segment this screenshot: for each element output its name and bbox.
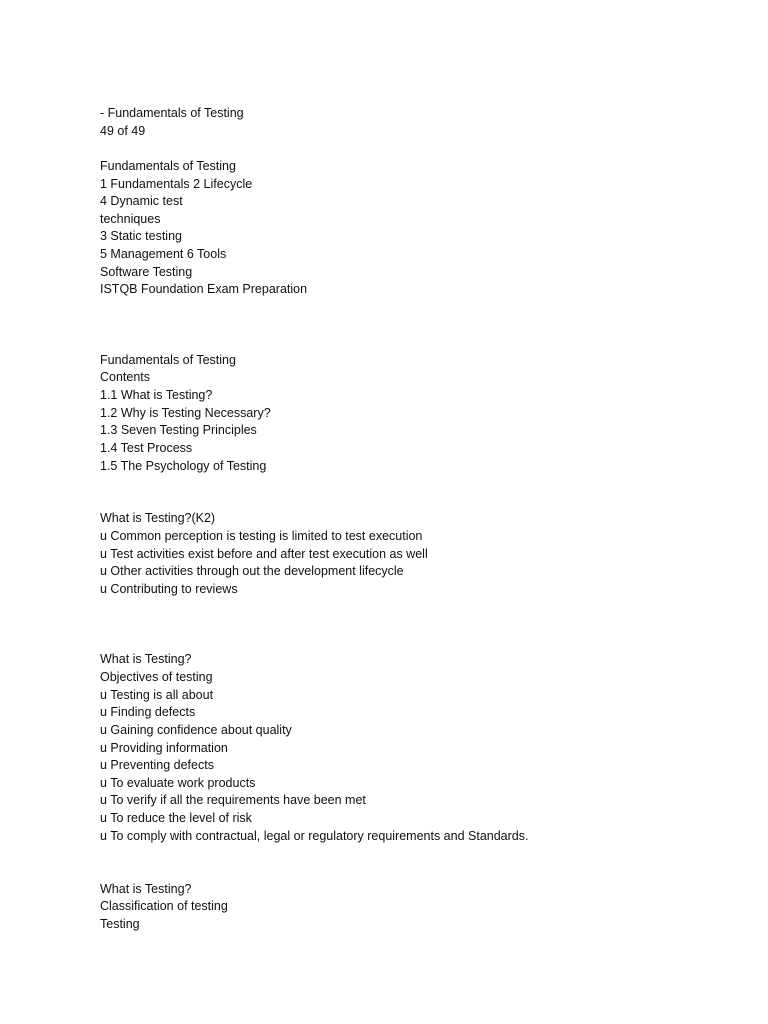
bullet-item: u To evaluate work products [100,775,256,790]
bullet-item: u Common perception is testing is limited to test execution [100,529,423,543]
contents-item: 1.2 Why is Testing Necessary? [100,405,271,420]
contents-item: 1.3 Seven Testing Principles [100,423,257,438]
bullet-item: u Testing is all about [100,687,214,702]
bullet-item: u Other activities through out the development lifecycle [100,564,404,579]
bullet-item: u To comply with contractual, legal or regulatory requirements and Standards. [100,828,529,843]
document-header [100,105,700,140]
slide-title: What is Testing? [100,652,192,667]
bullet-item: u To verify if all the requirements have been met [100,793,366,808]
slide-title: What is Testing? [100,881,192,896]
contents-item: 1.4 Test Process [100,440,193,455]
bullet-item: u Test activities exist before and after test execution as well [100,546,428,561]
slide-line: Testing [100,916,140,931]
slide-title-page [100,158,700,299]
slide-contents [100,352,700,475]
bullet-item: u Providing information [100,740,228,755]
slide-line: 4 Dynamic test [100,194,183,209]
slide-title: What is Testing?(K2) [100,511,216,526]
slide-objectives-of-testing [100,651,700,845]
slide-line: Software Testing [100,264,193,279]
slide-what-is-testing-k2 [100,510,700,598]
contents-item: 1.5 The Psychology of Testing [100,458,267,473]
document-title: - Fundamentals of Testing [100,106,244,120]
slide-line: 1 Fundamentals 2 Lifecycle [100,176,253,191]
bullet-item: u Gaining confidence about quality [100,722,292,737]
slide-subtitle: Classification of testing [100,899,228,914]
slide-subtitle: Objectives of testing [100,670,213,684]
bullet-item: u Preventing defects [100,758,214,773]
slide-subtitle: Contents [100,370,151,385]
document-page [100,105,700,933]
slide-title: Fundamentals of Testing [100,158,236,173]
contents-item: 1.1 What is Testing? [100,388,213,402]
bullet-item: u Contributing to reviews [100,581,238,596]
slide-line: 3 Static testing [100,229,182,244]
bullet-item: u Finding defects [100,705,196,720]
slide-line: 5 Management 6 Tools [100,247,227,261]
bullet-item: u To reduce the level of risk [100,811,252,825]
slide-line: ISTQB Foundation Exam Preparation [100,282,308,297]
slide-title: Fundamentals of Testing [100,352,236,367]
slide-line: techniques [100,211,161,226]
page-counter: 49 of 49 [100,123,146,138]
slide-classification-of-testing [100,881,700,934]
